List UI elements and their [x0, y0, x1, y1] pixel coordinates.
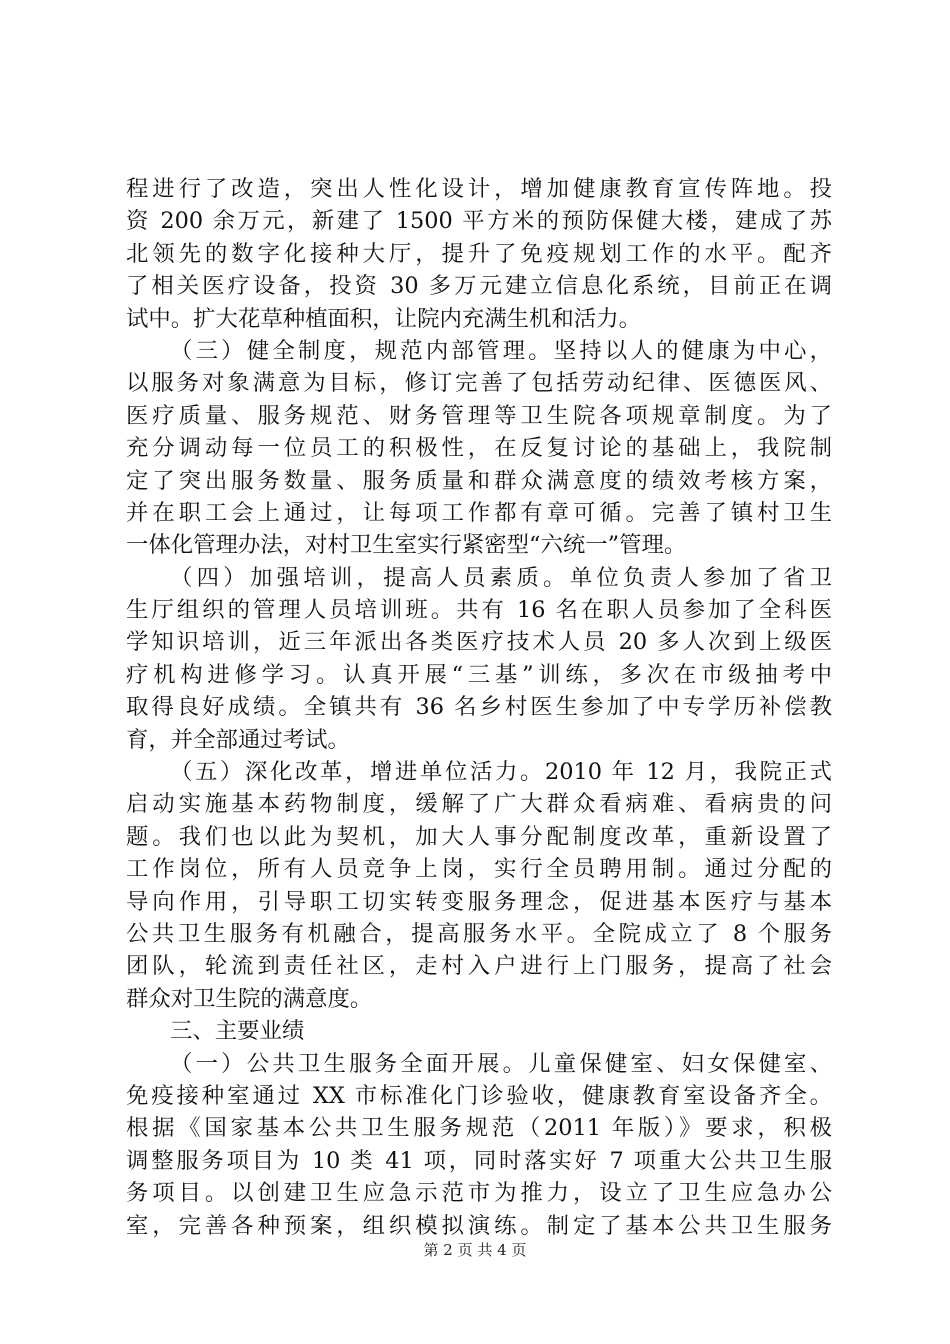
paragraph-heading-line: （三）健全制度，规范内部管理。坚持以人的健康为中心， [170, 337, 832, 364]
page-footer: 第 2 页 共 4 页 [423, 1241, 527, 1259]
text-line: 室，完善各种预案，组织模拟演练。制定了基本公共卫生服务 [126, 1212, 832, 1239]
text-line: 育，并全部通过考试。 [126, 726, 350, 753]
text-line: 题。我们也以此为契机，加大人事分配制度改革，重新设置了 [126, 823, 832, 850]
text-line: 充分调动每一位员工的积极性，在反复讨论的基础上，我院制 [126, 435, 832, 462]
text-line: 一体化管理办法，对村卫生室实行紧密型“六统一”管理。 [126, 532, 687, 559]
text-line: 群众对卫生院的满意度。 [126, 985, 373, 1012]
paragraph-heading-line: （一）公共卫生服务全面开展。儿童保健室、妇女保健室、 [170, 1050, 832, 1077]
text-line: 资 200 余万元，新建了 1500 平方米的预防保健大楼，建成了苏 [126, 208, 832, 235]
text-line: 程进行了改造，突出人性化设计，增加健康教育宣传阵地。投 [126, 176, 832, 202]
paragraph-heading-line: （五）深化改革，增进单位活力。2010 年 12 月，我院正式 [170, 759, 832, 786]
text-line: 取得良好成绩。全镇共有 36 名乡村医生参加了中专学历补偿教 [126, 694, 832, 721]
text-line: 启动实施基本药物制度，缓解了广大群众看病难、看病贵的问 [126, 791, 832, 818]
text-line: 了相关医疗设备，投资 30 多万元建立信息化系统，目前正在调 [126, 273, 832, 300]
text-line: 调整服务项目为 10 类 41 项，同时落实好 7 项重大公共卫生服 [126, 1147, 832, 1174]
text-line: 免疫接种室通过 XX 市标准化门诊验收，健康教育室设备齐全。 [126, 1082, 832, 1109]
text-line: 医疗质量、服务规范、财务管理等卫生院各项规章制度。为了 [126, 402, 832, 429]
text-line: 以服务对象满意为目标，修订完善了包括劳动纪律、医德医风、 [126, 370, 832, 397]
paragraph-heading-line: （四）加强培训，提高人员素质。单位负责人参加了省卫 [170, 564, 832, 591]
text-line: 生厅组织的管理人员培训班。共有 16 名在职人员参加了全科医 [126, 597, 832, 624]
text-line: 并在职工会上通过，让每项工作都有章可循。完善了镇村卫生 [126, 499, 832, 526]
text-line: 疗机构进修学习。认真开展“三基”训练，多次在市级抽考中 [126, 661, 832, 688]
text-line: 务项目。以创建卫生应急示范市为推力，设立了卫生应急办公 [126, 1180, 832, 1207]
text-line: 工作岗位，所有人员竞争上岗，实行全员聘用制。通过分配的 [126, 856, 832, 883]
text-line: 定了突出服务数量、服务质量和群众满意度的绩效考核方案， [126, 467, 832, 494]
text-line: 根据《国家基本公共卫生服务规范（2011 年版）》要求，积极 [126, 1115, 832, 1142]
document-body [126, 173, 832, 1242]
text-line: 团队，轮流到责任社区，走村入户进行上门服务，提高了社会 [126, 953, 832, 980]
text-line: 试中。扩大花草种植面积，让院内充满生机和活力。 [126, 305, 641, 332]
text-line: 北领先的数字化接种大厅，提升了免疫规划工作的水平。配齐 [126, 240, 832, 267]
section-heading: 三、主要业绩 [170, 1018, 305, 1045]
text-line: 导向作用，引导职工切实转变服务理念，促进基本医疗与基本 [126, 888, 832, 915]
text-line: 公共卫生服务有机融合，提高服务水平。全院成立了 8 个服务 [126, 920, 832, 947]
text-line: 学知识培训，近三年派出各类医疗技术人员 20 多人次到上级医 [126, 629, 832, 656]
